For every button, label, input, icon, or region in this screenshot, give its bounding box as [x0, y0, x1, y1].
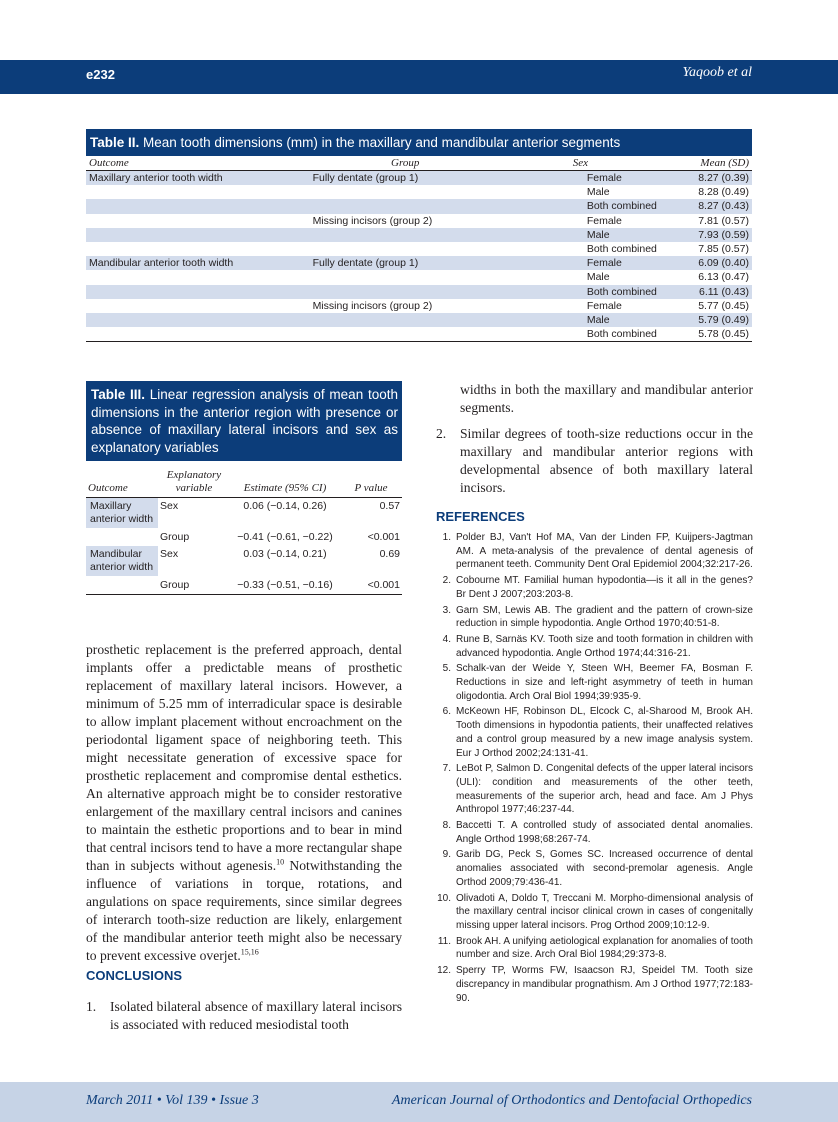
table-cell: Maxillary anterior tooth width [86, 171, 310, 186]
table-cell [310, 270, 501, 284]
table-cell: Sex [160, 548, 179, 560]
column-header: Explanatory variable [158, 469, 230, 498]
item-text: Isolated bilateral absence of maxillary lateral incisors is associated with reduced mesiodistal tooth [110, 999, 402, 1032]
table-cell: −0.41 (−0.61, −0.22) [237, 531, 333, 543]
reference-text: Olivadoti A, Doldo T, Treccani M. Morpho-dimensional analysis of the maxillary central incisor clinical crown in cases of congenitally missing upper lateral incisors. Prog Orthod 2009;10:12-9. [456, 892, 753, 931]
table-2-grid [86, 156, 752, 342]
table-cell: 5.79 (0.49) [660, 313, 752, 327]
table-cell: 7.93 (0.59) [660, 228, 752, 242]
table-row [86, 285, 752, 299]
references-heading: REFERENCES [436, 509, 525, 524]
table-cell [310, 199, 501, 213]
table-2 [86, 129, 752, 342]
table-cell: Female [501, 256, 660, 270]
table-cell: Missing incisors (group 2) [312, 299, 433, 312]
table-cell: Female [586, 214, 622, 227]
journal-name: American Journal of Orthodontics and Dentofacial Orthopedics [391, 1093, 752, 1108]
reference-item [438, 662, 753, 703]
table-row [86, 171, 752, 186]
table-cell: Fully dentate (group 1) [310, 256, 501, 270]
reference-text: Garib DG, Peck S, Gomes SC. Increased occurrence of dental anomalies associated with second-premolar agenesis. Angle Orthod 2009;79:436-41. [456, 849, 753, 888]
reference-number: 8. [442, 820, 451, 832]
table-cell: Both combined [501, 327, 660, 342]
table-2-label: Table II. [90, 135, 140, 150]
table-3 [86, 381, 402, 595]
table-cell: 0.03 (−0.14, 0.21) [243, 548, 327, 560]
table-3-header [86, 469, 402, 498]
table-3-label: Table III. [91, 387, 146, 402]
list-item [86, 998, 402, 1034]
reference-item [438, 848, 753, 889]
table-cell: Female [501, 171, 660, 186]
table-cell: 0.06 (−0.14, 0.26) [243, 500, 327, 512]
table-cell: Male [501, 313, 660, 327]
citation: 10 [276, 857, 285, 867]
table-2-caption [86, 129, 752, 156]
table-cell [86, 327, 310, 342]
discussion-paragraph [86, 641, 402, 965]
reference-item [438, 633, 753, 660]
reference-item [438, 964, 753, 1005]
table-cell [86, 199, 310, 213]
reference-number: 10. [437, 892, 451, 904]
reference-text: Cobourne MT. Familial human hypodontia—is it all in the genes? Br Dent J 2007;203:203-8. [456, 575, 753, 600]
reference-item [438, 935, 753, 962]
table-row [86, 185, 752, 199]
table-cell: 6.09 (0.40) [660, 256, 752, 270]
table-cell: Both combined [586, 243, 657, 256]
reference-number: 2. [442, 575, 451, 587]
item-number: 1. [86, 999, 97, 1014]
table-3-grid [86, 469, 402, 595]
reference-text: Rune B, Sarnäs KV. Tooth size and tooth formation in children with advanced hypodontia. Angle Orthod 1974;44:316-21. [456, 633, 753, 659]
reference-number: 4. [442, 633, 451, 645]
item-text-cont: widths in both the maxillary and mandibular anterior segments. [460, 382, 753, 415]
reference-item [438, 892, 753, 933]
table-cell: Female [586, 299, 622, 312]
reference-number: 1. [442, 532, 451, 543]
reference-number: 9. [442, 849, 451, 861]
table-cell [310, 228, 501, 242]
table-cell: 5.77 (0.45) [698, 299, 749, 312]
table-cell: Sex [160, 500, 179, 512]
table-cell [310, 185, 501, 199]
table-cell: <0.001 [340, 576, 402, 595]
table-cell [310, 327, 501, 342]
table-cell [310, 285, 501, 299]
reference-text: LeBot P, Salmon D. Congenital defects of the upper lateral incisors (ULI): condition and measurements of the other teeth, measurements of the superior arch, head and face. Am J Phys Anthropol 1977;46:237-44. [456, 763, 753, 816]
reference-number: 6. [442, 706, 451, 718]
table-cell: 6.13 (0.47) [698, 271, 749, 284]
table-cell [310, 242, 501, 256]
table-cell: 0.57 [379, 500, 400, 512]
table-3-title: Linear regression analysis of mean tooth dimensions in the anterior region with presence or absence of maxillary lateral incisors and sex as explanatory variables [91, 387, 398, 455]
column-header: Sex [501, 156, 660, 171]
table-row [86, 228, 752, 242]
item-text: Similar degrees of tooth-size reductions occur in the maxillary and mandibular anterior regions with developmental absence of both maxillary lateral incisors. [460, 426, 753, 495]
reference-item [438, 819, 753, 846]
reference-item [438, 574, 753, 601]
table-cell [86, 285, 310, 299]
table-cell: Mandibular anterior tooth width [86, 256, 310, 270]
table-cell: Male [586, 271, 610, 284]
references-list [438, 531, 753, 1007]
table-row [86, 313, 752, 327]
table-cell [86, 299, 310, 313]
issue-info: March 2011 • Vol 139 • Issue 3 [86, 1093, 259, 1108]
table-cell: 5.78 (0.45) [660, 327, 752, 342]
reference-text: Polder BJ, Van't Hof MA, Van der Linden FP, Kuijpers-Jagtman AM. A meta-analysis of the prevalence of dental agenesis of permanent teeth. Community Dent Oral Epidemiol 2004;32:217-26. [456, 532, 753, 571]
table-cell: Maxillary anterior width [86, 498, 158, 529]
table-cell [86, 528, 158, 546]
running-head: Yaqoob et al [682, 65, 752, 80]
column-header: Group [310, 156, 501, 171]
conclusions-heading: CONCLUSIONS [86, 968, 183, 983]
reference-text: Garn SM, Lewis AB. The gradient and the pattern of crown-size reduction in simple hypodontia. Angle Orthod 1970;40:51-8. [456, 604, 753, 630]
table-cell: Male [501, 228, 660, 242]
reference-item [438, 705, 753, 760]
table-2-title: Mean tooth dimensions (mm) in the maxillary and mandibular anterior segments [143, 135, 621, 150]
table-row [86, 270, 752, 284]
table-cell [86, 576, 158, 595]
conclusions-list-part-1 [86, 998, 402, 1034]
reference-text: Baccetti T. A controlled study of associated dental anomalies. Angle Orthod 1998;68:267-74. [456, 820, 753, 845]
table-row [86, 576, 402, 595]
table-row [86, 498, 402, 529]
table-row [86, 256, 752, 270]
table-row [86, 528, 402, 546]
table-row [86, 214, 752, 228]
table-cell: Missing incisors (group 2) [312, 214, 433, 227]
list-item [436, 425, 753, 497]
reference-number: 5. [442, 663, 451, 675]
column-header: P value [340, 469, 402, 498]
table-cell: −0.33 (−0.51, −0.16) [230, 576, 340, 595]
reference-item [438, 762, 753, 817]
running-header [0, 60, 838, 94]
reference-number: 3. [442, 604, 451, 616]
table-cell: 0.69 [379, 548, 400, 560]
table-cell: 6.11 (0.43) [660, 285, 752, 299]
column-header: Estimate (95% CI) [230, 469, 340, 498]
table-cell [310, 313, 501, 327]
table-cell: 7.85 (0.57) [698, 243, 749, 256]
table-cell: Fully dentate (group 1) [310, 171, 501, 186]
reference-text: Sperry TP, Worms FW, Isaacson RJ, Speidel TM. Tooth size discrepancy in mandibular prognathism. Am J Orthod 1977;72:183-90. [456, 965, 753, 1004]
table-cell: Group [160, 531, 190, 543]
table-cell: 8.27 (0.39) [660, 171, 752, 186]
list-item [436, 381, 753, 417]
table-2-header [86, 156, 752, 171]
table-cell [86, 313, 310, 327]
table-cell: <0.001 [367, 531, 400, 543]
table-3-caption [86, 381, 402, 461]
citation: 15,16 [240, 947, 259, 957]
table-cell: Both combined [501, 199, 660, 213]
reference-item [438, 604, 753, 631]
column-header: Outcome [86, 469, 158, 498]
table-cell: Mandibular anterior width [86, 546, 158, 576]
reference-number: 7. [442, 763, 451, 775]
table-cell [86, 270, 310, 284]
table-cell [86, 242, 310, 256]
table-row [86, 199, 752, 213]
table-cell [86, 228, 310, 242]
reference-text: McKeown HF, Robinson DL, Elcock C, al-Sharood M, Brook AH. Tooth dimensions in hypodontia patients, their unaffected relatives and a control group measured by a new image analysis system. Eur J Orthod 2002;24:131-41. [456, 706, 753, 759]
reference-number: 11. [437, 935, 451, 947]
table-cell: 7.81 (0.57) [698, 214, 749, 227]
table-row [86, 327, 752, 342]
paragraph-text: prosthetic replacement is the preferred approach, dental implants offer a predictable means of prosthetic replacement of maxillary lateral incisors. However, a minimum of 5.25 mm of interradicular space is desirable to allow implant placement without encroachment on the periodontal ligament space of neighboring teeth. This might necessitate generation of excessive space for prosthetic replacement and compromise dental esthetics. An alternative approach might be to consider restorative enlargement of the maxillary central incisors and canines to maintain the esthetic proportions and to bear in mind that central incisors tend to have a more rectangular shape than in subjects without agenesis. [86, 642, 402, 873]
item-number: 2. [436, 426, 447, 441]
reference-text: Schalk-van der Weide Y, Steen WH, Beemer FA, Bosman F. Reductions in size and left-right asymmetry of teeth in human oligodontia. Arch Oral Biol 1994;39:935-9. [456, 663, 753, 702]
table-cell [86, 185, 310, 199]
table-row [86, 546, 402, 576]
page-number: e232 [86, 67, 115, 82]
reference-text: Brook AH. A unifying aetiological explanation for anomalies of tooth number and size. Arch Oral Biol 1984;29:373-8. [456, 935, 753, 961]
table-cell: Both combined [501, 285, 660, 299]
paragraph-text: Notwithstanding the influence of variations in torque, rotations, and angulations on space requirements, since similar degrees of interarch tooth-size reduction are likely, enlargement of the mandibular anterior teeth might also be necessary to prevent excessive overjet. [86, 858, 402, 963]
table-row [86, 299, 752, 313]
table-cell [86, 214, 310, 228]
table-cell: Male [586, 186, 610, 199]
table-cell: 8.28 (0.49) [698, 186, 749, 199]
reference-number: 12. [437, 965, 451, 977]
reference-item [438, 531, 753, 572]
column-header: Outcome [86, 156, 310, 171]
page-footer [0, 1082, 838, 1122]
conclusions-list-part-2 [436, 381, 753, 497]
table-row [86, 242, 752, 256]
table-cell: 8.27 (0.43) [660, 199, 752, 213]
table-cell: Group [158, 576, 230, 595]
column-header: Mean (SD) [660, 156, 752, 171]
